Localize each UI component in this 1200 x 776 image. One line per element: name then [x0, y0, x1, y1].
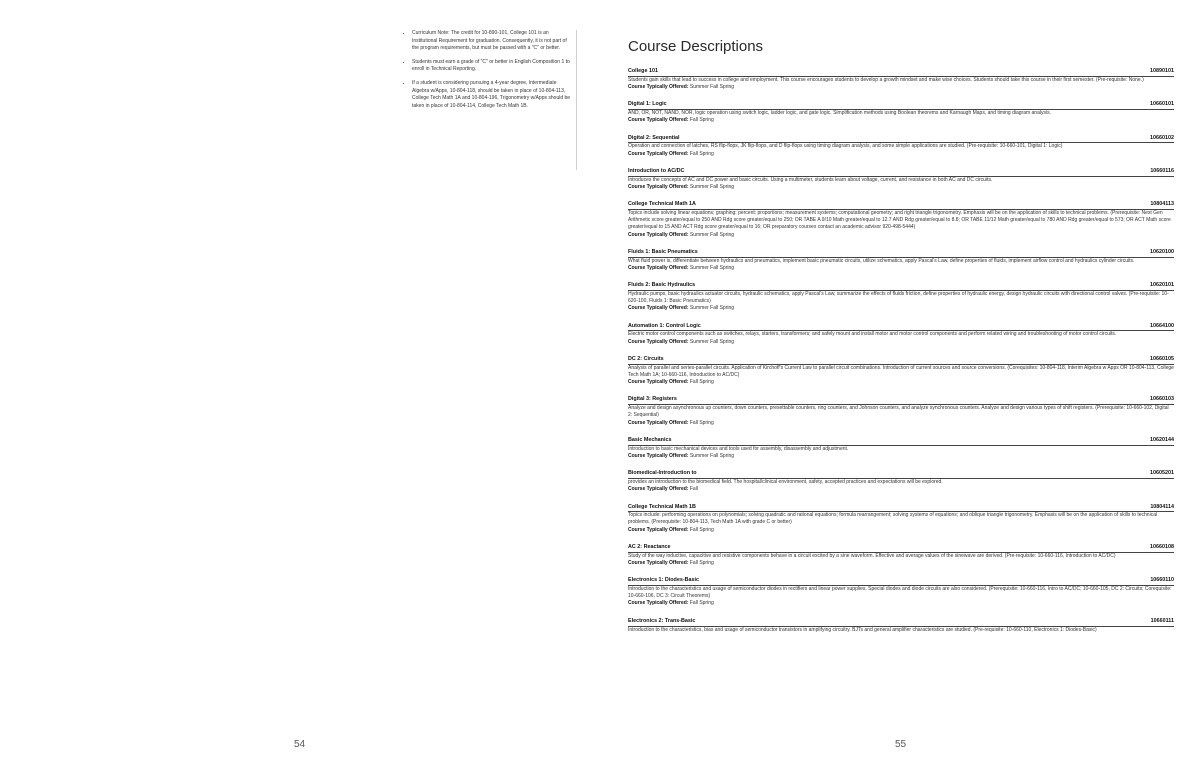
course-offered: [628, 184, 1174, 191]
course-entry: [628, 577, 1174, 607]
course-title: College Technical Math 1B: [628, 503, 696, 510]
offered-terms: Summer Fall Spring: [689, 338, 735, 345]
course-offered: [628, 600, 1174, 607]
offered-terms: Summer Fall Spring: [689, 183, 735, 190]
course-title: Fluids 1: Basic Pneumatics: [628, 248, 698, 255]
course-description: Introduction to basic mechanical devices and tools used for assembly, disassembly and adjustment.: [628, 445, 849, 452]
page-number-left: 54: [294, 739, 306, 750]
course-entry: [628, 135, 1174, 158]
offered-label: Course Typically Offered:: [628, 600, 689, 607]
course-offered: [628, 486, 1174, 493]
course-offered: [628, 117, 1174, 124]
course-offered: [628, 232, 1174, 239]
course-header: [628, 168, 1174, 177]
course-title: College 101: [628, 68, 658, 74]
offered-label: Course Typically Offered:: [628, 150, 689, 157]
course-code: 10620144: [1150, 436, 1174, 443]
course-entry: [628, 168, 1174, 191]
course-code: 10804114: [1150, 503, 1174, 510]
course-header: [628, 396, 1174, 405]
offered-terms: Fall Spring: [689, 150, 714, 157]
course-description: Analysis of parallel and series-parallel circuits. Application of Kirchoff's Current Law to parallel circuit combinations. Introduction of current sources and source conversions. (Corequisites: 10-804-118, Interim Algebra w Apps OR 10-804-113, College Tech Math 1A; 10-660-116, Introduction to AC/DC): [628, 364, 1174, 378]
course-header: [628, 249, 1174, 258]
offered-label: Course Typically Offered:: [628, 117, 689, 124]
course-offered: [628, 379, 1174, 386]
course-description: Introduces the concepts of AC and DC power and basic circuits. Using a multimeter, students learn about voltage, current, and resistance in both AC and DC circuits.: [628, 176, 993, 183]
course-entry: [628, 470, 1174, 493]
course-description: Hydraulic pumps, basic hydraulics actuator circuits, hydraulic schematics, apply Pascal's Law, summarize the effects of fluids friction, define properties of hydraulic energy, design hydraulic circuits with directional control valves. (Pre-requisite: 10-620-100, Fluids 1: Basic Pneumatics): [628, 290, 1169, 305]
course-code: 10664100: [1150, 322, 1174, 329]
curriculum-notes: [398, 30, 577, 170]
offered-terms: Fall Spring: [689, 419, 714, 426]
right-page: [600, 0, 1200, 776]
course-offered: [628, 339, 1174, 346]
course-code: 10620100: [1150, 248, 1174, 255]
course-entry: [628, 356, 1174, 386]
offered-terms: Fall Spring: [689, 379, 714, 386]
course-description: Analyze and design asynchronous up counters, down counters, presettable counters, ring counters, and Johnson counters, and analyze synchronous counters. Analyze and design various types of shift registers. (Prerequisite: 10-660-102, Digital 2: Sequential): [628, 405, 1169, 419]
course-title: Electronics 2: Trans-Basic: [628, 617, 696, 624]
course-offered: [628, 420, 1174, 427]
course-offered: [628, 527, 1174, 534]
course-title: Digital 2: Sequential: [628, 134, 680, 141]
course-header: [628, 544, 1174, 553]
offered-label: Course Typically Offered:: [628, 231, 689, 238]
course-code: 10660105: [1150, 355, 1174, 362]
course-entry: [628, 249, 1174, 272]
course-title: Electronics 1: Diodes-Basic: [628, 577, 700, 584]
note-item: • Students must earn a grade of "C" or better in English Composition 1 to enroll in Technical Reporting.: [412, 59, 576, 74]
course-header: [628, 101, 1174, 110]
offered-label: Course Typically Offered:: [628, 264, 689, 271]
course-header: [628, 323, 1174, 332]
course-code: 10660102: [1150, 134, 1174, 141]
note-item: • Curriculum Note: The credit for 10-890-101, College 101 is an Institutional Requirement for graduation. Consequently, it is not part of the program requirements, but must be passed with a "C" or better.: [412, 30, 576, 53]
course-title: Basic Mechanics: [628, 436, 672, 443]
course-offered: [628, 265, 1174, 272]
offered-label: Course Typically Offered:: [628, 183, 689, 190]
course-offered: [628, 305, 1174, 312]
course-header: [628, 577, 1174, 586]
course-code: 10890101: [1150, 68, 1174, 74]
course-title: Automation 1: Control Logic: [628, 322, 701, 329]
course-title: College Technical Math 1A: [628, 201, 696, 208]
course-offered: [628, 151, 1174, 158]
course-offered: [628, 84, 1174, 91]
course-entry: [628, 201, 1174, 239]
course-entry: [628, 396, 1174, 426]
course-header: [628, 618, 1174, 627]
page-number-right: 55: [895, 739, 907, 750]
course-description: Introduction to the characteristics and usage of semiconductor diodes in rectifiers and linear power supplies. Special diodes and diode circuits are also considered. (Prerequisite: 10-660-116, Intro to AC/DC; 10-660-105, DC 2: Circuits; Corequisite: 10-660-106, DC 3: Circuit Theorems): [628, 586, 1172, 600]
course-header: [628, 504, 1174, 513]
course-description: Study of the way inductive, capacitive and resistive components behave in a circuit excited by a sine waveform. Effective and average values of the sinewave are derived. (Pre-requisite: 10-660-116, Introduction to AC/DC): [628, 552, 1116, 559]
offered-label: Course Typically Offered:: [628, 305, 689, 312]
offered-label: Course Typically Offered:: [628, 452, 689, 459]
offered-terms: Summer Fall Spring: [689, 264, 735, 271]
course-entry: [628, 323, 1174, 346]
course-header: [628, 356, 1174, 365]
course-code: 10804113: [1150, 201, 1174, 208]
course-code: 10660101: [1150, 101, 1174, 108]
course-code: 10660110: [1150, 577, 1174, 584]
course-title: Biomedical-Introduction to: [628, 470, 697, 477]
course-description: AND, OR, NOT, NAND, NOR, logic operation using switch logic, ladder logic, and gate logic. Simplification methods using Boolean theorems and Karnaugh Maps, and timing diagram analysis.: [628, 110, 1051, 116]
course-code: 10660108: [1150, 544, 1174, 551]
offered-terms: Summer Fall Spring: [689, 231, 735, 238]
course-description: Introduction to the characteristics, bias and usage of semiconductor transistors in amplifying circuitry. BJTs and general amplifier characteristics are studied. (Pre-requisite: 10-660-110, Electronics 1: Diodes-Basic): [628, 626, 1097, 633]
note-list: [398, 30, 576, 110]
course-description: What fluid power is, differentiate between hydraulics and pneumatics, implement basic pneumatic circuits, utilize schematics, apply Pascal's Law, define properties of fluids, implement airflow control and hydraulics cylinder circuits.: [628, 257, 1135, 264]
offered-label: Course Typically Offered:: [628, 338, 689, 345]
offered-terms: Summer Fall Spring: [689, 452, 735, 459]
course-title: Digital 1: Logic: [628, 101, 667, 108]
course-list: [628, 68, 1174, 644]
course-title: Digital 3: Registers: [628, 396, 677, 403]
course-header: [628, 135, 1174, 144]
course-title: Introduction to AC/DC: [628, 167, 685, 174]
course-description: Operation and connection of latches, RS flip-flops, JK flip-flops, and D flip-flops using timing diagram analysis, and some simple applications are studied. (Pre-requisite: 10-660-101, Digital 1: Logic): [628, 143, 1063, 150]
course-description: Students gain skills that lead to success in college and employment. This course encourages students to develop a growth mindset and make wise choices. Students should take this course in their first semester. (Pre-requisite: None.): [628, 76, 1144, 83]
course-code: 10605201: [1150, 470, 1174, 477]
course-code: 10660111: [1150, 617, 1174, 624]
note-item: • If a student is considering pursuing a 4-year degree, Intermediate Algebra w/Apps, 10-804-118, should be taken in place of 10-804-113, College Tech Math 1A and 10-804-196, Trigonometry w/Apps should be taken in place of 10-804-114, College Tech Math 1B.: [412, 80, 576, 110]
offered-terms: Summer Fall Spring: [689, 305, 735, 312]
offered-label: Course Typically Offered:: [628, 83, 689, 90]
course-entry: [628, 544, 1174, 567]
page-title: Course Descriptions: [628, 38, 764, 55]
course-offered: [628, 560, 1174, 567]
offered-terms: Summer Fall Spring: [689, 83, 735, 90]
offered-terms: Fall Spring: [689, 117, 714, 124]
course-header: [628, 282, 1174, 291]
course-header: [628, 437, 1174, 446]
course-header: [628, 470, 1174, 479]
course-offered: [628, 453, 1174, 460]
offered-terms: Fall Spring: [689, 559, 714, 566]
course-code: 10660116: [1150, 167, 1174, 174]
course-header: [628, 201, 1174, 210]
course-title: Fluids 2: Basic Hydraulics: [628, 282, 696, 289]
offered-label: Course Typically Offered:: [628, 526, 689, 533]
offered-terms: Fall Spring: [689, 600, 714, 607]
course-entry: [628, 68, 1174, 91]
course-description: Topics include: performing operations on polynomials; solving quadratic and rational equations; formula rearrangement; solving systems of equations; and oblique triangle trigonometry. Emphasis will be on the application of skills to technical problems. (Prerequisite: 10-804-113, Tech Math 1A with grade C or better): [628, 512, 1158, 526]
course-code: 10620101: [1150, 282, 1174, 289]
course-entry: [628, 437, 1174, 460]
offered-terms: Fall Spring: [689, 526, 714, 533]
course-entry: [628, 101, 1174, 124]
course-entry: [628, 282, 1174, 312]
course-title: DC 2: Circuits: [628, 355, 664, 362]
offered-label: Course Typically Offered:: [628, 486, 689, 493]
offered-label: Course Typically Offered:: [628, 379, 689, 386]
course-title: AC 2: Reactance: [628, 544, 671, 551]
offered-label: Course Typically Offered:: [628, 559, 689, 566]
course-description: Electric motor control components such as switches, relays, starters, transformers; and safely mount and install motor and motor control components and perform related wiring and troubleshooting of motor control circuits.: [628, 331, 1117, 338]
course-entry: [628, 618, 1174, 634]
offered-terms: Fall: [689, 486, 698, 493]
course-description: Topics include solving linear equations; graphing; percent; proportions; measurement systems; computational geometry; and right triangle trigonometry. Emphasis will be on the application of skills to technical problems. (Prerequisite: Next Gen Arithmetic score greater/equal to 250 AND Rdg score greater/equal to 250; OR TABE A 9/10 Math greater/equal to 12.7 AND Rdg greater/equal to 8.8; OR TABE 11/12 Math greater/equal to 780 AND Rdg greater/equal to 573; OR ACT Math score greater/equal to 15 AND ACT Rdg score greater/equal to 16; OR preparatory courses contact an academic advisor 920-498-5444): [628, 209, 1171, 231]
course-code: 10660103: [1150, 396, 1174, 403]
course-description: provides an introduction to the biomedical field. The hospital/clinical environment, safety, accepted practices and expectations will be explored.: [628, 478, 943, 485]
offered-label: Course Typically Offered:: [628, 419, 689, 426]
course-header: [628, 68, 1174, 77]
course-entry: [628, 504, 1174, 534]
